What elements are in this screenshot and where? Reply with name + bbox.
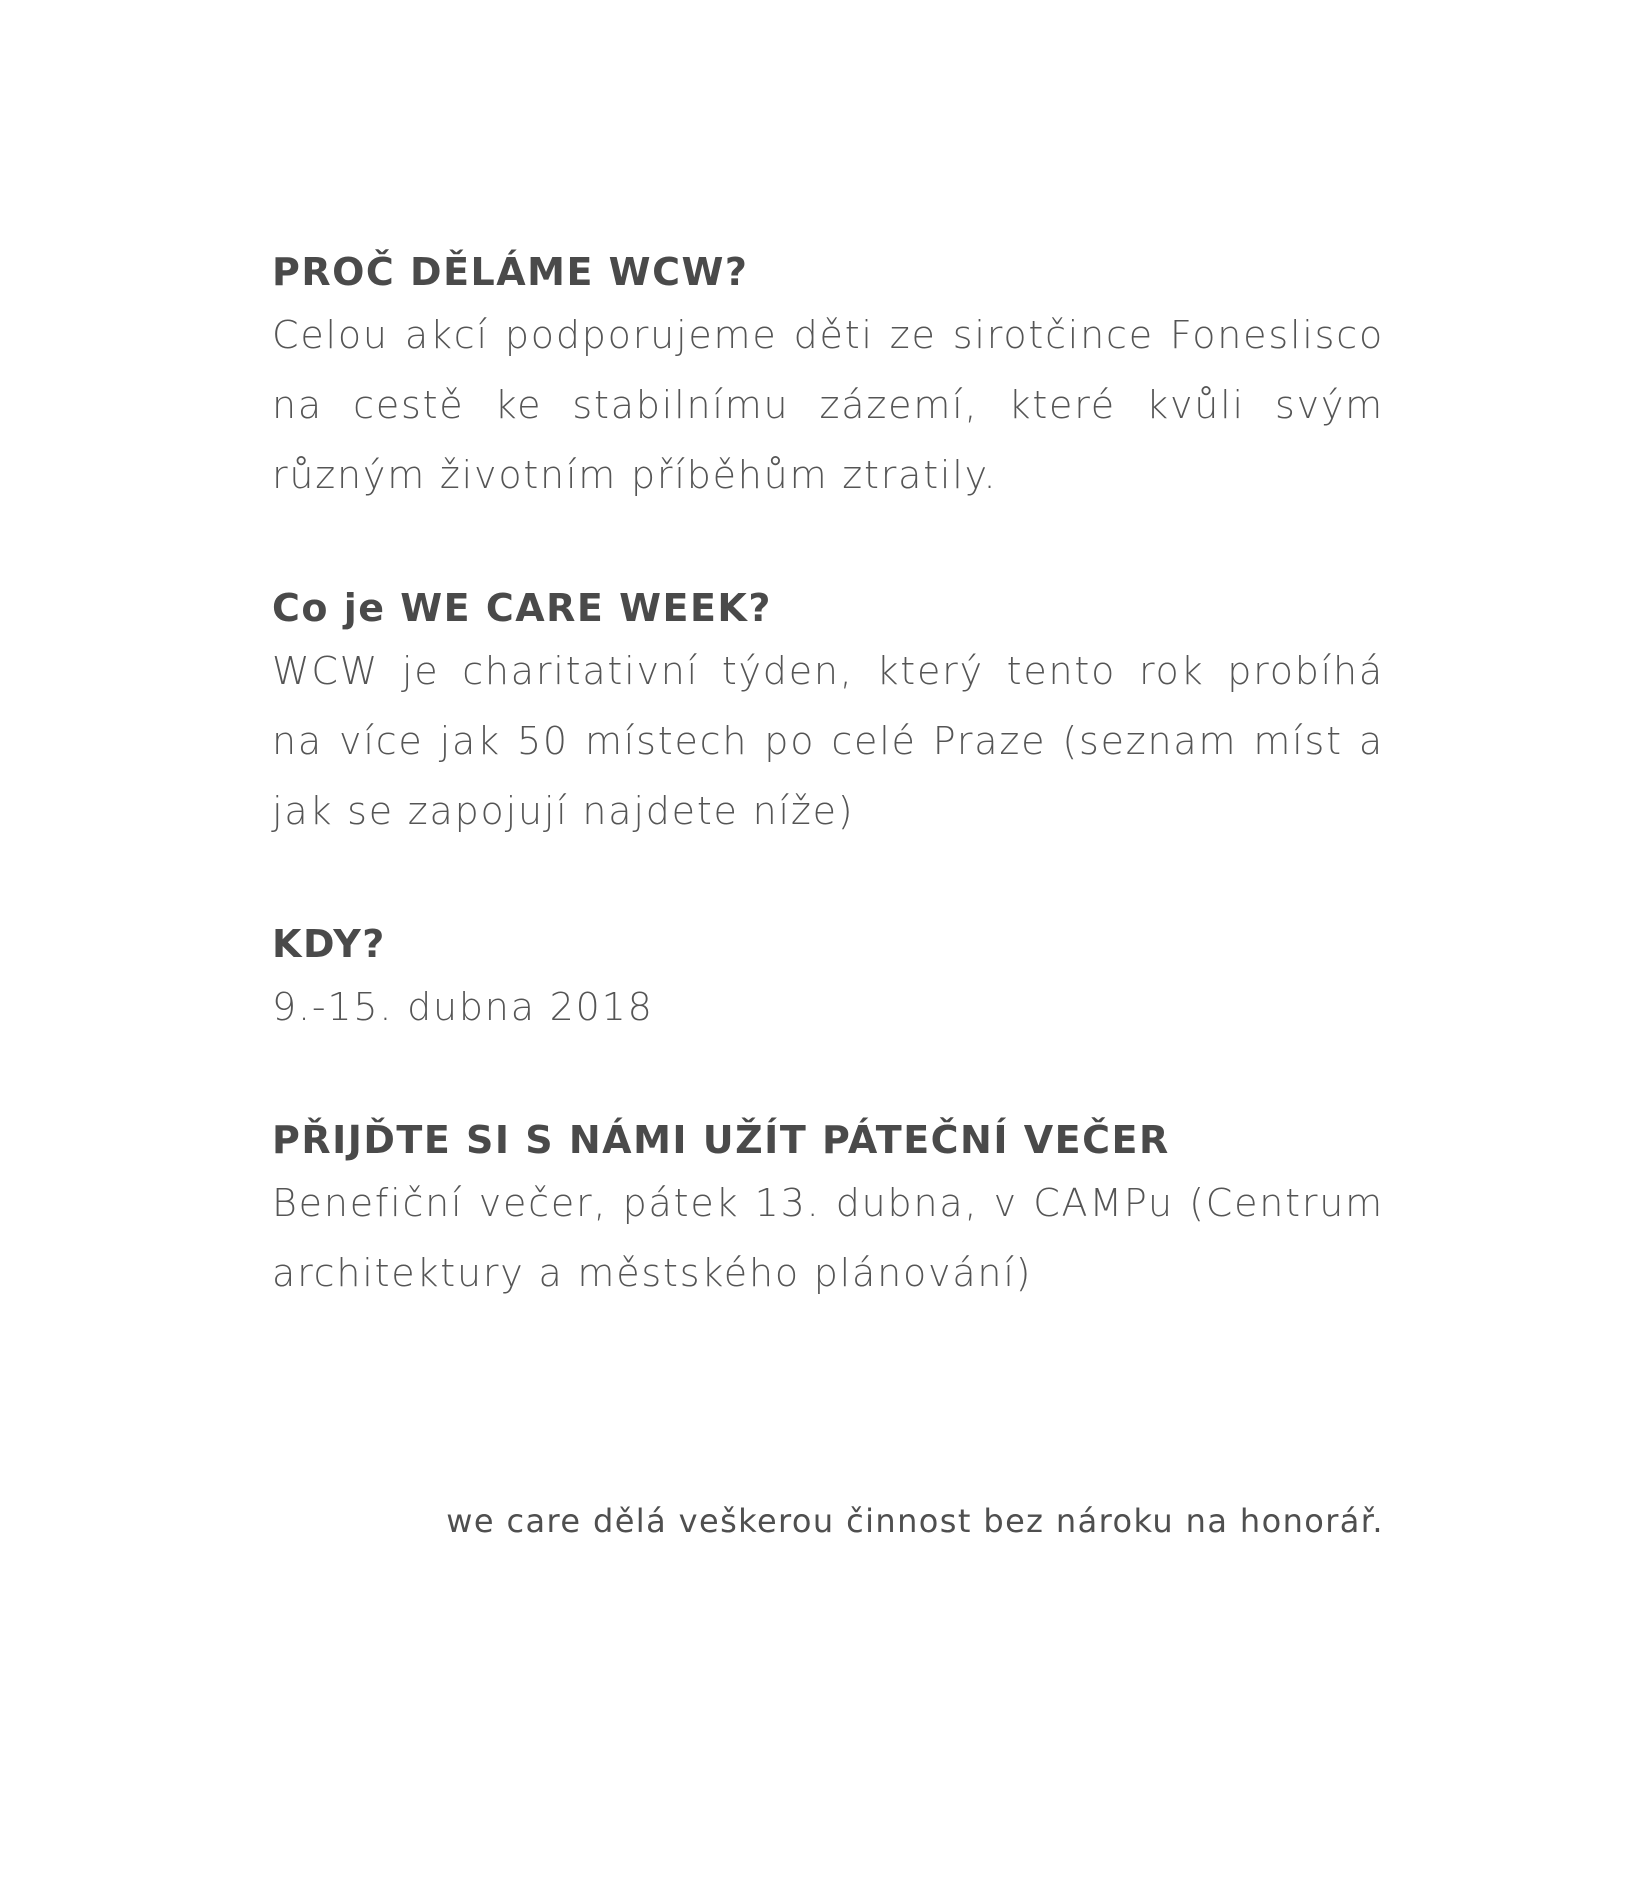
section-body: Celou akcí podporujeme děti ze sirotčince Foneslisco na cestě ke stabilnímu zázemí, které kvůli svým různým životním příběhům ztratily. <box>272 313 1384 497</box>
section-body: 9.-15. dubna 2018 <box>272 985 654 1029</box>
footer-note: we care dělá veškerou činnost bez nároku na honorář. <box>446 1502 1384 1540</box>
section-body: WCW je charitativní týden, který tento rok probíhá na více jak 50 místech po celé Praze (seznam míst a jak se zapojují najdete níže) <box>272 649 1384 833</box>
section-heading: KDY? <box>272 922 386 966</box>
section-heading: PŘIJĎTE SI S NÁMI UŽÍT PÁTEČNÍ VEČER <box>272 1118 1170 1162</box>
section-heading: PROČ DĚLÁME WCW? <box>272 250 749 294</box>
section-what <box>272 580 1384 846</box>
section-body: Benefiční večer, pátek 13. dubna, v CAMPu (Centrum architektury a městského plánování) <box>272 1181 1384 1295</box>
section-when <box>272 916 1384 1042</box>
section-friday-evening <box>272 1112 1384 1308</box>
section-heading: Co je WE CARE WEEK? <box>272 586 772 630</box>
section-why <box>272 244 1384 510</box>
document-content <box>272 244 1384 1378</box>
